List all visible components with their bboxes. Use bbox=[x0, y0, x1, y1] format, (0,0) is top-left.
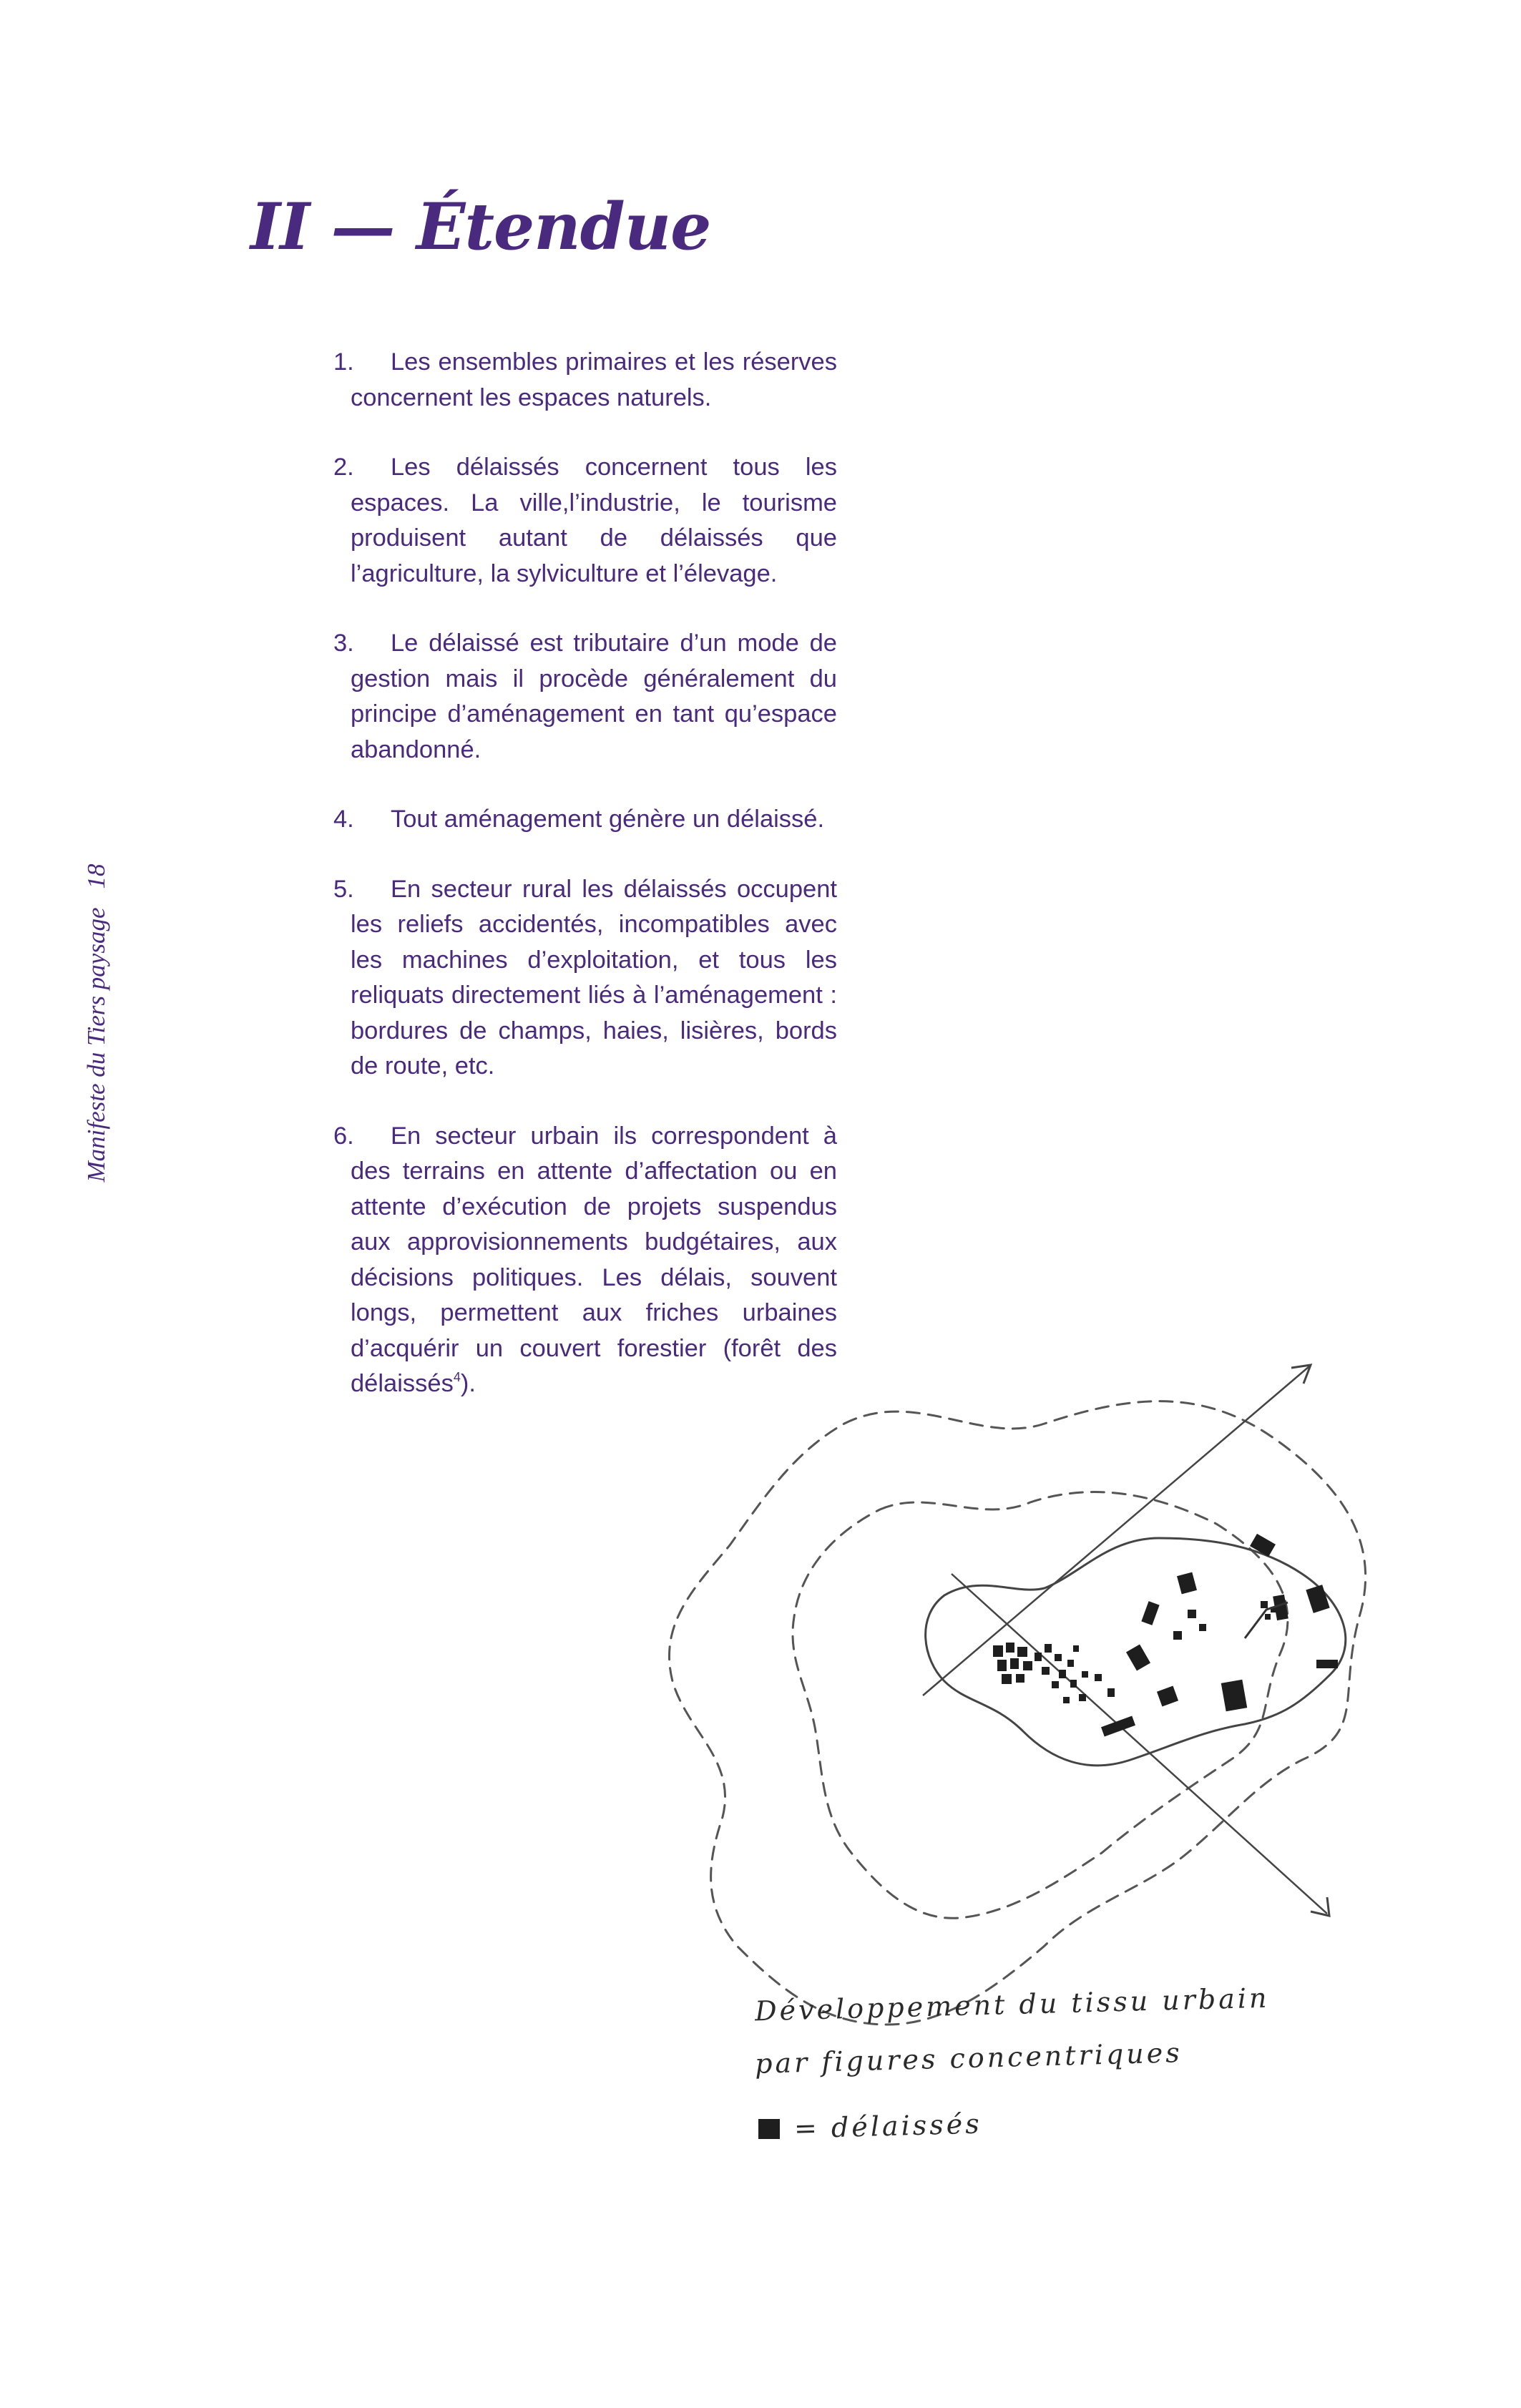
wasteland-block bbox=[1107, 1688, 1115, 1697]
dense-core-block bbox=[1016, 1674, 1024, 1683]
point-text-end: ). bbox=[460, 1370, 476, 1397]
running-head bbox=[82, 864, 111, 1183]
dense-core-block bbox=[1023, 1661, 1032, 1670]
wasteland-block bbox=[1261, 1601, 1268, 1608]
points-list bbox=[333, 345, 837, 1437]
sketch-caption-line-2: par figures concentriques bbox=[754, 2037, 1183, 2080]
sketch-caption-line-1: Développement du tissu urbain bbox=[754, 1982, 1270, 2027]
point-number: 3. bbox=[333, 630, 354, 657]
dense-core-block bbox=[1082, 1671, 1088, 1678]
wasteland-block bbox=[1177, 1572, 1197, 1595]
dense-core-block bbox=[1017, 1647, 1027, 1657]
wasteland-block bbox=[1199, 1624, 1206, 1631]
dense-core-block bbox=[993, 1645, 1003, 1657]
point-number: 2. bbox=[333, 454, 354, 481]
dense-core-block bbox=[1006, 1643, 1014, 1653]
wasteland-block bbox=[1157, 1686, 1178, 1707]
dense-core-block bbox=[1055, 1654, 1062, 1661]
dense-core-block bbox=[997, 1660, 1007, 1671]
point-text: Les délaissés concernent tous les espaces. La ville,l’industrie, le tourisme produisent autant de délaissés que l’agriculture, la sylviculture et l’élevage. bbox=[351, 454, 837, 587]
wasteland-block bbox=[1188, 1610, 1196, 1618]
wasteland-block bbox=[1221, 1680, 1247, 1712]
point-number: 1. bbox=[333, 348, 354, 376]
dense-core-block bbox=[1042, 1667, 1050, 1675]
wasteland-block bbox=[1095, 1674, 1102, 1681]
outer-contour-line bbox=[669, 1401, 1365, 2025]
dense-core-block bbox=[1035, 1653, 1042, 1661]
point-text: En secteur urbain ils correspondent à des terrains en attente d’affectation ou en attente d’exécution de projets suspendus aux approvisionnements budgétaires, aux décisions politiques. Les délais, souvent longs, permettent aux friches urbaines d’acquérir un couvert forestier (forêt des délaissés bbox=[351, 1122, 837, 1397]
axis-arrow-line-2 bbox=[952, 1574, 1327, 1914]
legend-swatch bbox=[758, 2119, 780, 2139]
dense-core-block bbox=[1079, 1694, 1086, 1701]
page-number: 18 bbox=[82, 863, 110, 889]
point-text: Le délaissé est tributaire d’un mode de gestion mais il procède généralement du principe d’aménagement en tant qu’espace abandonné. bbox=[351, 630, 837, 763]
dense-core-block bbox=[1070, 1680, 1077, 1688]
chapter-title: II — Étendue bbox=[250, 189, 711, 265]
book-title: Manifeste du Tiers paysage bbox=[82, 907, 110, 1183]
point-number: 6. bbox=[333, 1122, 354, 1150]
point-text: Tout aménagement génère un délaissé. bbox=[391, 806, 825, 833]
wasteland-block bbox=[1101, 1716, 1135, 1737]
middle-contour-line bbox=[793, 1492, 1288, 1919]
wasteland-block bbox=[1126, 1645, 1150, 1671]
footnote-marker: 4 bbox=[453, 1370, 461, 1384]
point-item bbox=[333, 626, 837, 768]
wasteland-block bbox=[1141, 1601, 1159, 1625]
point-item bbox=[333, 872, 837, 1085]
dense-core-block bbox=[1045, 1644, 1052, 1653]
wasteland-block bbox=[1265, 1614, 1271, 1620]
axis-arrow-line-1 bbox=[923, 1366, 1309, 1695]
legend-label: = délaissés bbox=[793, 2108, 983, 2145]
wasteland-block bbox=[1306, 1585, 1329, 1613]
point-text: En secteur rural les délaissés occupent les reliefs accidentés, incompatibles avec les machines d’exploitation, et tous les reliquats directement liés à l’aménagement : bordures de champs, haies, lisières, bords de route, etc. bbox=[351, 875, 837, 1080]
dense-core-block bbox=[1010, 1658, 1019, 1669]
dense-core-block bbox=[1059, 1670, 1066, 1678]
dense-core-block bbox=[1002, 1674, 1012, 1684]
point-number: 4. bbox=[333, 806, 354, 833]
wasteland-block bbox=[1316, 1660, 1338, 1668]
point-item bbox=[333, 450, 837, 592]
point-text: Les ensembles primaires et les réserves concernent les espaces naturels. bbox=[351, 348, 837, 411]
wasteland-block bbox=[1173, 1631, 1182, 1640]
point-item bbox=[333, 345, 837, 416]
point-item bbox=[333, 802, 837, 838]
dense-core-block bbox=[1067, 1660, 1074, 1667]
dense-core-block bbox=[1063, 1697, 1070, 1703]
dense-core-block bbox=[1052, 1681, 1059, 1688]
point-number: 5. bbox=[333, 875, 354, 903]
dense-core-block bbox=[1073, 1645, 1079, 1652]
